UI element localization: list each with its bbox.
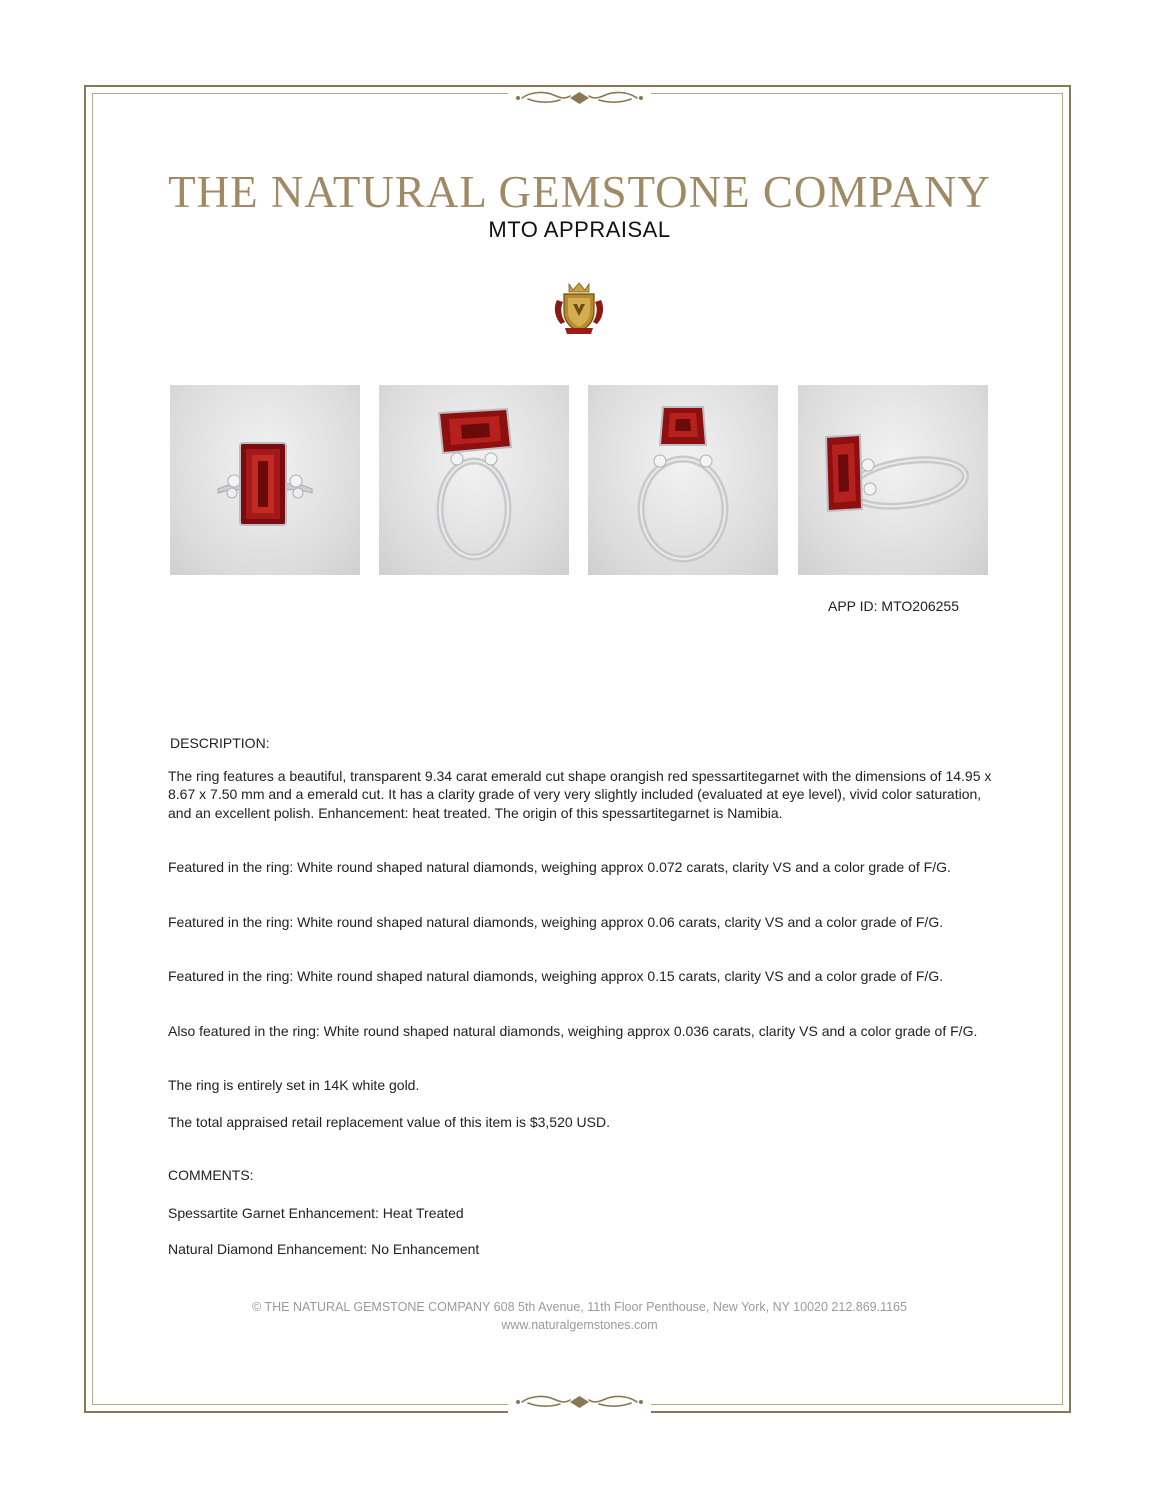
appraised-value-statement: The total appraised retail replacement value of this item is $3,520 USD. — [168, 1114, 611, 1130]
bottom-flourish-ornament — [508, 1391, 651, 1413]
company-name: THE NATURAL GEMSTONE COMPANY — [168, 167, 991, 217]
description-paragraph: Featured in the ring: White round shaped natural diamonds, weighing approx 0.06 carats, clarity VS and a color grade of F/G. — [168, 914, 944, 930]
description-paragraph: The ring features a beautiful, transparent 9.34 carat emerald cut shape orangish red spessartitegarnet with the dimensions of 14.95 x 8.67 x 7.50 mm and a emerald cut. It has a clarity grade of very very slightly included (evaluated at eye level), vivid color saturation, and an excellent polish. Enhancement: heat treated. The origin of this spessartitegarnet is Namibia. — [168, 768, 992, 821]
top-flourish-ornament — [508, 87, 651, 109]
description-paragraph: Also featured in the ring: White round shaped natural diamonds, weighing approx 0.036 carats, clarity VS and a color grade of F/G. — [168, 1023, 978, 1039]
comment-line: Natural Diamond Enhancement: No Enhancement — [168, 1241, 480, 1257]
ring-photo-top-view — [170, 385, 360, 575]
ring-photo-angled-side-view — [798, 385, 988, 575]
description-paragraph: Featured in the ring: White round shaped natural diamonds, weighing approx 0.072 carats, clarity VS and a color grade of F/G. — [168, 859, 951, 875]
comment-line: Spessartite Garnet Enhancement: Heat Treated — [168, 1205, 464, 1221]
appraisal-id: APP ID: MTO206255 — [828, 598, 959, 614]
ring-photo-three-quarter-view — [379, 385, 569, 575]
description-paragraph: The ring is entirely set in 14K white gold. — [168, 1077, 420, 1093]
footer-address: © THE NATURAL GEMSTONE COMPANY 608 5th Avenue, 11th Floor Penthouse, New York, NY 10020 212.869.1165 — [252, 1300, 907, 1314]
description-heading: DESCRIPTION: — [170, 735, 270, 751]
description-paragraph: Featured in the ring: White round shaped natural diamonds, weighing approx 0.15 carats, clarity VS and a color grade of F/G. — [168, 968, 944, 984]
ring-photo-side-view — [588, 385, 778, 575]
document-title: MTO APPRAISAL — [488, 217, 671, 242]
comments-heading: COMMENTS: — [168, 1167, 254, 1183]
crest-logo-icon — [549, 278, 609, 338]
footer-website-link[interactable]: www.naturalgemstones.com — [501, 1318, 658, 1332]
